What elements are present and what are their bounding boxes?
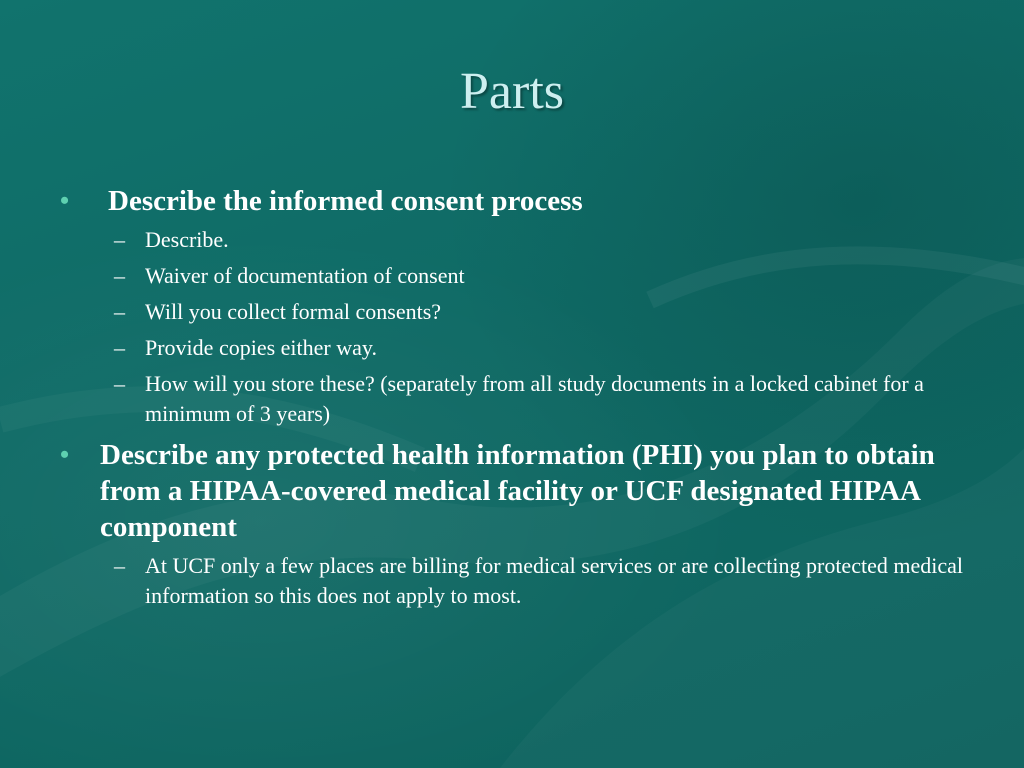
dash-icon: – (114, 335, 125, 360)
bullet-dot-icon: • (60, 440, 70, 469)
bullet-item (60, 437, 970, 545)
sub-bullet-item (60, 333, 970, 363)
dash-icon: – (114, 299, 125, 324)
dash-icon: – (114, 263, 125, 288)
bullet-item (60, 183, 970, 219)
sub-bullet-item (60, 225, 970, 255)
sub-bullet-text: How will you store these? (separately from all study documents in a locked cabinet for a minimum of 3 years) (145, 371, 924, 426)
sub-bullet-item (60, 551, 970, 611)
sub-bullet-text: Provide copies either way. (145, 335, 377, 360)
slide-title: Parts (460, 63, 564, 120)
sub-bullet-text: Waiver of documentation of consent (145, 263, 465, 288)
bullet-dot-icon: • (60, 186, 70, 215)
bullet-text: Describe the informed consent process (108, 185, 583, 217)
sub-bullet-text: At UCF only a few places are billing for medical services or are collecting protected medical information so this does not apply to most. (145, 553, 963, 608)
dash-icon: – (114, 227, 125, 252)
bullet-text: Describe any protected health information (PHI) you plan to obtain from a HIPAA-covered medical facility or UCF designated HIPAA component (100, 439, 935, 543)
sub-bullet-list (60, 551, 970, 611)
dash-icon: – (114, 553, 125, 578)
sub-bullet-item (60, 297, 970, 327)
sub-bullet-list (60, 225, 970, 429)
sub-bullet-item (60, 261, 970, 291)
sub-bullet-item (60, 369, 970, 429)
sub-bullet-text: Will you collect formal consents? (145, 299, 442, 324)
sub-bullet-text: Describe. (145, 227, 229, 252)
bullet-list (60, 183, 970, 619)
dash-icon: – (114, 371, 125, 396)
